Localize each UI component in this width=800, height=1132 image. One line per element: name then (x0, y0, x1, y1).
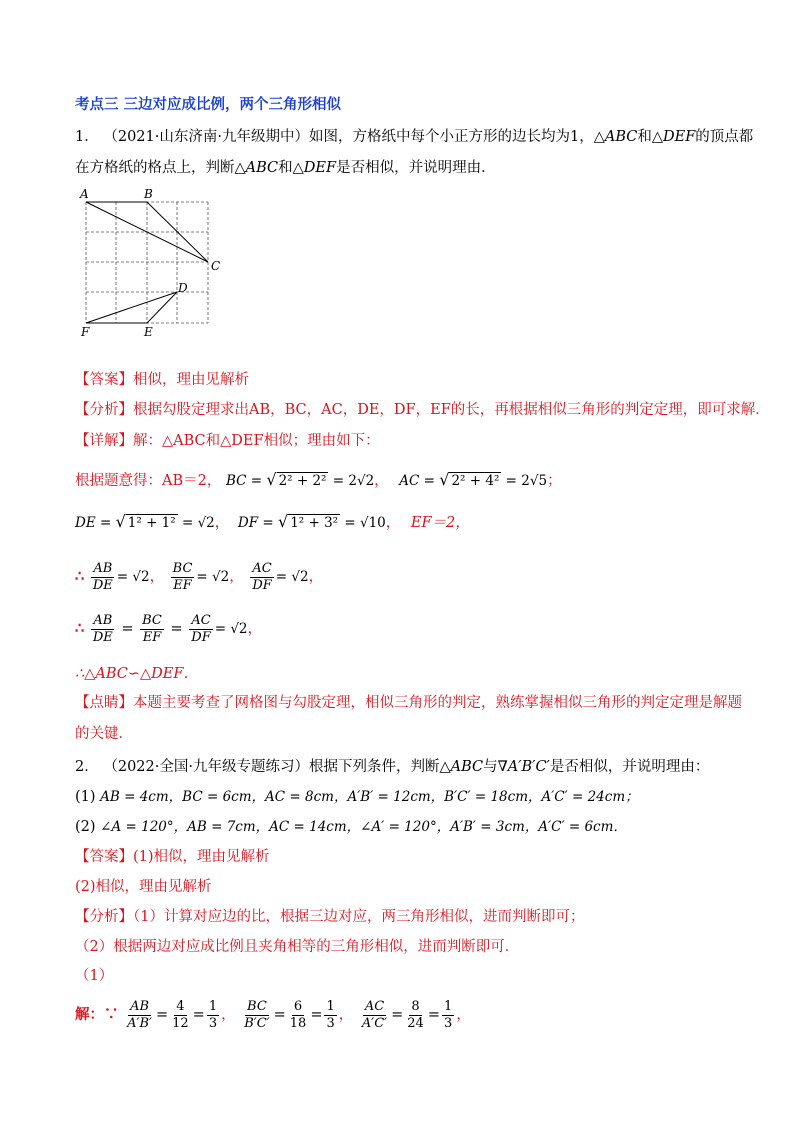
a1-conclusion: ∴△ABC∽△DEF． (75, 666, 198, 682)
frac-den: DF (252, 577, 272, 593)
q2-tri2: ∇A′B′C′ (497, 759, 550, 775)
answer-text: (1)相似，理由见解析 (133, 849, 270, 865)
label-a: A (80, 188, 89, 201)
comment-text: 本题主要考查了网格图与勾股定理，相似三角形的判定，熟练掌握相似三角形的判定定理是解题 (133, 695, 742, 711)
q1-line1 (75, 127, 753, 147)
ac-result: = 2√5 (501, 473, 548, 489)
frac-num: AC (191, 612, 211, 628)
label-b: B (144, 188, 153, 201)
de-label: DE = (75, 515, 116, 531)
ac-label: AC = (399, 473, 440, 489)
eq-sqrt2: = √2 (196, 569, 230, 585)
frac-den: 24 (407, 1015, 424, 1031)
q1-text: 如图，方格纸中每个小正方形的边长均为1， (308, 129, 594, 145)
a1-analysis (75, 400, 770, 420)
q1-source: （2021·山东济南·九年级期中） (103, 129, 309, 145)
q2-line1 (75, 757, 709, 777)
label-f: F (81, 325, 90, 338)
frac-den: A′B′ (127, 1015, 152, 1031)
df-result: = √10 (340, 515, 386, 531)
q2-tri1: △ABC (439, 759, 484, 775)
frac-den: DE (92, 629, 113, 645)
frac-num: AC (252, 560, 272, 576)
frac-num: 1 (443, 998, 453, 1014)
bc-label: BC = (225, 473, 267, 489)
frac-num: AB (93, 612, 113, 628)
bc-radicand: 2² + 2² (278, 473, 327, 489)
frac-num: AB (93, 560, 113, 576)
frac-den: 18 (289, 1015, 307, 1031)
ac-radicand: 2² + 4² (451, 473, 500, 489)
frac-den: 3 (208, 1015, 218, 1031)
ef-value: EF＝2， (410, 515, 470, 531)
frac-num: BC (142, 612, 162, 628)
frac-num: BC (172, 560, 193, 576)
frac-num: 1 (326, 998, 335, 1014)
sqrt-icon: √ (277, 512, 289, 531)
q2-source: （2022·全国·九年级专题练习） (103, 759, 309, 775)
label-d: D (178, 281, 188, 295)
q2-condition1 (75, 787, 639, 807)
df-label: DF = (237, 515, 278, 531)
calc-prefix: 根据题意得：AB＝2， (75, 473, 222, 489)
therefore-symbol: ∴ (75, 620, 85, 637)
therefore-symbol: ∴ (75, 568, 85, 585)
a2-answer2: (2)相似，理由见解析 (75, 879, 212, 895)
comment-tag: 【点睛】 (75, 695, 133, 711)
a1-answer (75, 370, 249, 390)
a1-calc-line1: 根据题意得：AB＝2， BC = √ 2² + 2² = 2√2， AC = √ 2² + 4² = 2√5； (75, 470, 562, 489)
frac-num: 4 (176, 998, 185, 1014)
q2-condition2 (75, 817, 627, 837)
a1-calc-line2: DE = √ 1² + 1² = √2， DF = √ 1² + 3² = √10， EF＝2， (75, 512, 470, 531)
a1-comment (75, 693, 742, 713)
sqrt-icon: √ (266, 470, 277, 489)
frac-num: BC (247, 998, 267, 1014)
frac-den: DE (92, 577, 113, 593)
eq-sqrt2: = √2 (275, 569, 309, 585)
eq-sqrt2: = √2 (214, 621, 248, 637)
frac-num: AC (364, 998, 385, 1014)
sqrt-icon: √ (439, 470, 450, 489)
a1-ratio-line: ∴ $\frac{AB}{DE}$ = √2， $\frac{BC}{EF}$ = √2， $\frac{AC}{DF}$ = √2， (75, 560, 324, 593)
frac-den: EF (173, 577, 192, 593)
analysis-tag: 【分析】 (75, 909, 133, 925)
tri-def: △DEF (651, 129, 696, 145)
detail-text: 解：△ABC和△DEF相似；理由如下： (133, 433, 380, 449)
cond1-label: (1) (75, 789, 96, 805)
q1-text2: 在方格纸的格点上，判断 (75, 160, 235, 176)
answer-tag: 【答案】 (75, 849, 133, 865)
q1-text2-end: 是否相似，并说明理由． (336, 160, 496, 176)
and-text: 和 (278, 160, 293, 176)
frac-num: 8 (411, 998, 420, 1014)
frac-den: EF (142, 629, 162, 645)
q1-number: 1． (75, 129, 99, 145)
analysis-tag: 【分析】 (75, 402, 133, 418)
solution-prefix: 解：∵ (75, 1006, 119, 1023)
a2-answer (75, 847, 270, 867)
frac-num: 6 (293, 998, 303, 1014)
label-c: C (211, 259, 221, 273)
frac-den: A′C′ (361, 1015, 388, 1031)
frac-den: 3 (443, 1015, 453, 1031)
answer-text: 相似，理由见解析 (133, 372, 249, 388)
tri-abc: △ABC (593, 129, 638, 145)
a2-solution-line: 解：∵ $\frac{AB}{A'B'}$ = $\frac{4}{12}$ = $\frac{1}{3}$ ， $\frac{BC}{B'C'}$ = $\frac{6}{18}$ = $\frac{1}{3}$ ， $\frac{AC}{A'C'}$ = $\frac{8}{24}$ = $\frac{1}{3}$ ， (75, 998, 471, 1031)
analysis-text: （1）计算对应边的比，根据三边对应，两三角形相似，进而判断即可； (133, 909, 585, 925)
q1-text-end: 的顶点都 (695, 129, 754, 145)
tri-abc: △ABC (234, 160, 279, 176)
cond1-text: AB = 4cm，BC = 6cm，AC = 8cm，A′B′ = 12cm，B′C′ = 18cm，A′C′ = 24cm； (100, 789, 639, 805)
frac-den: 3 (326, 1015, 335, 1031)
q2-number: 2． (75, 759, 99, 775)
df-radicand: 1² + 3² (290, 515, 339, 531)
a1-ratio-chain: ∴ $\frac{AB}{DE}$ = $\frac{BC}{EF}$ = $\frac{AC}{DF}$ = √2， (75, 612, 263, 645)
a2-analysis2: （2）根据两边对应成比例且夹角相等的三角形相似，进而判断即可． (75, 939, 520, 955)
a2-analysis (75, 907, 584, 927)
q2-text: 根据下列条件，判断 (308, 759, 440, 775)
a2-part1: （1） (75, 968, 114, 984)
frac-den: B′C′ (244, 1015, 270, 1031)
frac-den: 12 (172, 1015, 189, 1031)
bc-result: = 2√2 (328, 473, 375, 489)
sqrt-icon: √ (115, 512, 126, 531)
tri-def: △DEF (292, 160, 337, 176)
section-heading: 考点三 三边对应成比例，两个三角形相似 (75, 96, 342, 113)
frac-num: 1 (208, 998, 218, 1014)
and-text: 和 (637, 129, 652, 145)
frac-den: DF (191, 629, 211, 645)
answer-tag: 【答案】 (75, 372, 133, 388)
cond2-text: ∠A = 120°，AB = 7cm，AC = 14cm，∠A′ = 120°，A′B′ = 3cm，A′C′ = 6cm． (100, 819, 627, 835)
grid-figure (72, 188, 232, 338)
triangle-def (86, 292, 177, 323)
detail-tag: 【详解】 (75, 433, 133, 449)
eq-sqrt2: = √2 (116, 569, 150, 585)
a1-comment-cont: 的关键． (75, 726, 133, 742)
de-radicand: 1² + 1² (127, 515, 176, 531)
q1-line2 (75, 158, 496, 178)
a1-detail (75, 431, 380, 451)
q2-mid: 与 (483, 759, 498, 775)
label-e: E (144, 325, 153, 338)
frac-num: AB (130, 998, 150, 1014)
q2-end: 是否相似，并说明理由： (549, 759, 710, 775)
de-result: = √2 (177, 515, 215, 531)
cond2-label: (2) (75, 819, 96, 835)
analysis-text: 根据勾股定理求出AB，BC，AC，DE，DF，EF的长，再根据相似三角形的判定定理，即可求解． (133, 402, 770, 418)
